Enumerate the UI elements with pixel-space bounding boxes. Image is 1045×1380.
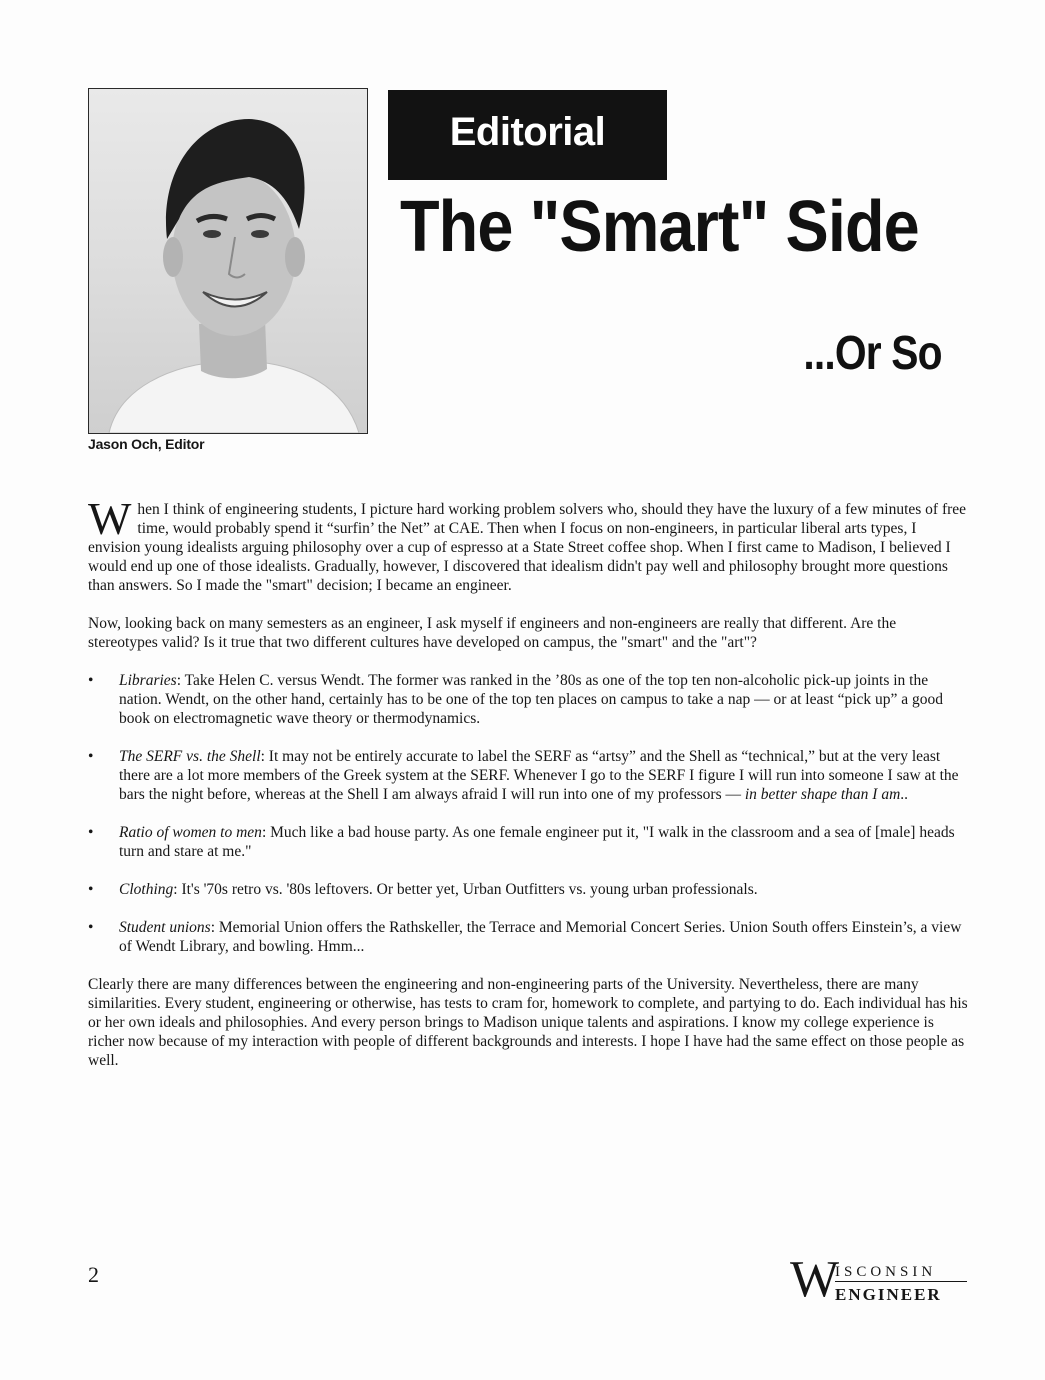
list-item-term: The SERF vs. the Shell	[119, 748, 261, 765]
paragraph-intro	[88, 493, 968, 595]
bullet: •	[88, 919, 94, 936]
list-item-term: Student unions	[119, 919, 211, 936]
section-label-bar	[388, 90, 667, 180]
list-item-text: : It's '70s retro vs. '80s leftovers. Or better yet, Urban Outfitters vs. young urban professionals.	[173, 881, 758, 898]
article-subtitle: ...Or So	[803, 327, 942, 380]
comparison-list	[88, 671, 968, 956]
list-item-text: : Take Helen C. versus Wendt. The former was ranked in the ’80s as one of the top ten non-alcoholic pick-up joints in the nation. Wendt, on the other hand, certainly has to be one of the top ten places on campus to take a nap — or at least “pick up” a good book on electromagnetic wave theory or thermodynamics.	[119, 672, 944, 727]
article-title: The "Smart" Side	[400, 187, 919, 267]
page-number: 2	[88, 1262, 99, 1287]
list-item-text: : It may not be entirely accurate to label the SERF as “artsy” and the Shell as “technical,” but at the very least there are a lot more members of the Greek system at the SERF. Whenever I go to the SERF I figure I will run into someone I saw at the bars the night before, whereas at the Shell I am always afraid I will run into one of my professors —	[119, 748, 959, 803]
list-item	[88, 880, 968, 899]
list-item	[88, 823, 968, 861]
list-item-tail: ..	[900, 786, 909, 803]
editor-portrait-photo	[88, 88, 368, 434]
logo-initial: W	[790, 1251, 840, 1308]
list-item-text: : Memorial Union offers the Rathskeller, the Terrace and Memorial Concert Series. Union South offers Einstein’s, a view of Wendt Library, and bowling. Hmm...	[119, 919, 962, 955]
bullet: •	[88, 881, 94, 898]
list-item-term: Clothing	[119, 881, 174, 898]
logo-top-word: ISCONSIN	[835, 1264, 967, 1282]
drop-cap: W	[88, 493, 132, 544]
list-item	[88, 671, 968, 728]
photo-caption: Jason Och, Editor	[88, 436, 205, 452]
paragraph-intro-text: hen I think of engineering students, I picture hard working problem solvers who, should they have the luxury of a few minutes of free time, would probably spend it “surfin’ the Net” at CAE. Then when I focus on non-engineers, in particular liberal arts types, I envision young idealists arguing philosophy over a cup of espresso at a State Street coffee shop. When I first came to Madison, I believed I would end up one of those idealists. Gradually, however, I discovered that idealism didn't pay well and philosophy brought more questions than answers. So I made the "smart" decision; I became an engineer.	[88, 501, 967, 594]
wisconsin-engineer-logo	[790, 1251, 970, 1308]
bullet: •	[88, 748, 94, 765]
list-item-italic-tail: in better shape than I am	[744, 786, 901, 803]
list-item	[88, 747, 968, 804]
bullet: •	[88, 672, 94, 689]
paragraph-question: Now, looking back on many semesters as an engineer, I ask myself if engineers and non-engineers are really that different. Are the stereotypes valid? Is it true that two different cultures have developed on campus, the "smart" and the "art"?	[88, 615, 897, 651]
bullet: •	[88, 824, 94, 841]
section-label: Editorial	[449, 110, 606, 154]
list-item-term: Ratio of women to men	[119, 824, 262, 841]
list-item-term: Libraries	[119, 672, 177, 689]
logo-bottom-word: ENGINEER	[835, 1285, 942, 1304]
list-item	[88, 918, 968, 956]
paragraph-conclusion: Clearly there are many differences between the engineering and non-engineering parts of the University. Nevertheless, there are many similarities. Every student, engineering or otherwise, has tests to cram for, homework to complete, and partying to do. Each individual has his or her own ideals and philosophies. And every person brings to Madison unique talents and aspirations. I know my college experience is richer now because of my interaction with people of different backgrounds and interests. I hope I have had the same effect on those people as well.	[88, 976, 968, 1069]
portrait-illustration	[89, 89, 367, 433]
article-body	[88, 493, 968, 1089]
list-item-text: : Much like a bad house party. As one female engineer put it, "I walk in the classroom and a sea of [male] heads turn and stare at me."	[119, 824, 955, 860]
